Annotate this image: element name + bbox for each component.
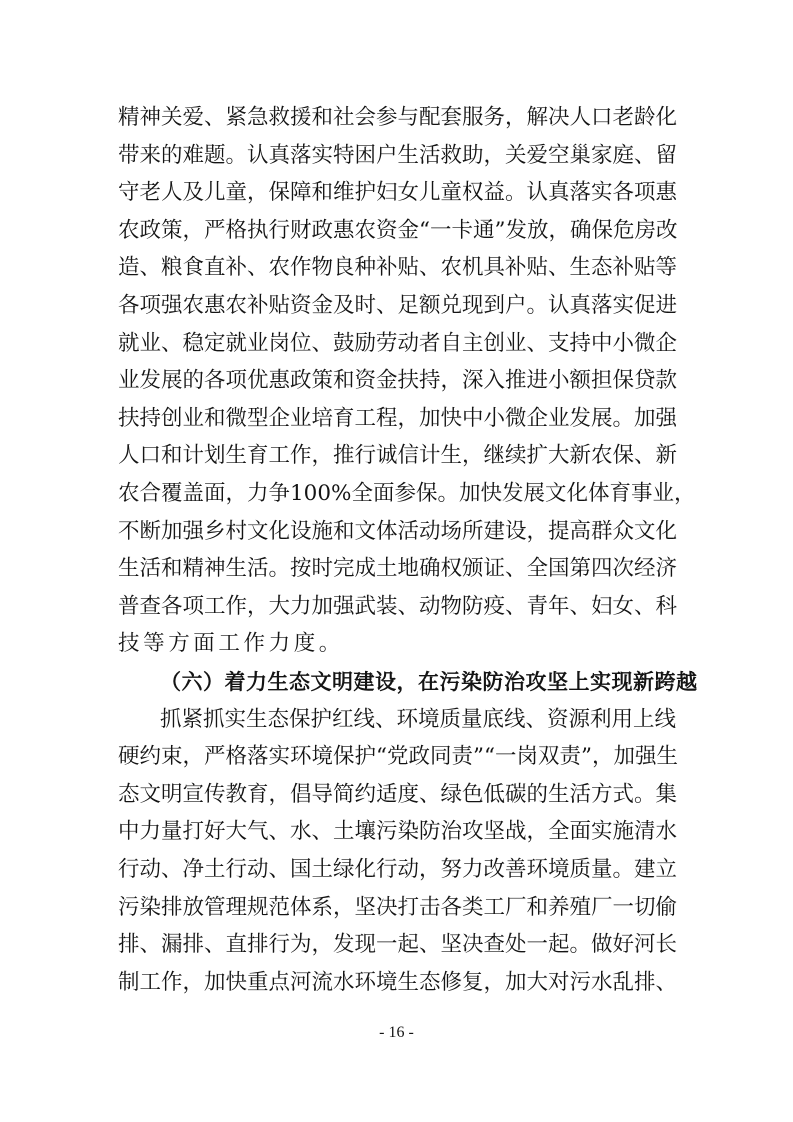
paragraph-line: 中力量打好大气、水、土壤污染防治攻坚战，全面实施清水 [118, 819, 678, 845]
paragraph-line: 污染排放管理规范体系，坚决打击各类工厂和养殖厂一切偷 [118, 894, 678, 920]
paragraph-line: 技等方面工作力度。 [118, 631, 344, 657]
paragraph-line: 就业、稳定就业岗位、鼓励劳动者自主创业、支持中小微企 [118, 330, 678, 356]
paragraph-line: 各项强农惠农补贴资金及时、足额兑现到户。认真落实促进 [118, 293, 678, 318]
paragraph-line: 造、粮食直补、农作物良种补贴、农机具补贴、生态补贴等 [118, 255, 678, 281]
section-heading: （六）着力生态文明建设，在污染防治攻坚上实现新跨越 [160, 669, 698, 694]
paragraph-line: 人口和计划生育工作，推行诚信计生，继续扩大新农保、新 [118, 443, 678, 469]
paragraph-line: 普查各项工作，大力加强武装、动物防疫、青年、妇女、科 [118, 593, 678, 619]
paragraph-line: 不断加强乡村文化设施和文体活动场所建设，提高群众文化 [118, 518, 678, 544]
paragraph-line: 精神关爱、紧急救援和社会参与配套服务，解决人口老龄化 [118, 105, 678, 130]
page-number: - 16 - [379, 1024, 414, 1041]
paragraph-line: 态文明宣传教育，倡导简约适度、绿色低碳的生活方式。集 [118, 781, 678, 807]
paragraph-line: 抓紧抓实生态保护红线、环境质量底线、资源利用上线 [160, 706, 677, 732]
paragraph-line: 农政策，严格执行财政惠农资金“一卡通”发放，确保危房改 [118, 217, 678, 243]
paragraph-line: 农合覆盖面，力争100%全面参保。加快发展文化体育事业， [118, 481, 696, 506]
paragraph-line: 扶持创业和微型企业培育工程，加快中小微企业发展。加强 [118, 405, 678, 431]
paragraph-line: 带来的难题。认真落实特困户生活救助，关爱空巢家庭、留 [118, 142, 678, 168]
paragraph-line: 制工作，加快重点河流水环境生态修复，加大对污水乱排、 [118, 969, 678, 995]
paragraph-line: 排、漏排、直排行为，发现一起、坚决查处一起。做好河长 [118, 932, 678, 958]
paragraph-line: 业发展的各项优惠政策和资金扶持，深入推进小额担保贷款 [118, 368, 678, 394]
paragraph-line: 硬约束，严格落实环境保护“党政同责”“一岗双责”，加强生 [118, 744, 678, 770]
paragraph-line: 守老人及儿童，保障和维护妇女儿童权益。认真落实各项惠 [118, 180, 678, 206]
paragraph-line: 行动、净土行动、国土绿化行动，努力改善环境质量。建立 [118, 857, 678, 882]
paragraph-line: 生活和精神生活。按时完成土地确权颁证、全国第四次经济 [118, 556, 678, 582]
